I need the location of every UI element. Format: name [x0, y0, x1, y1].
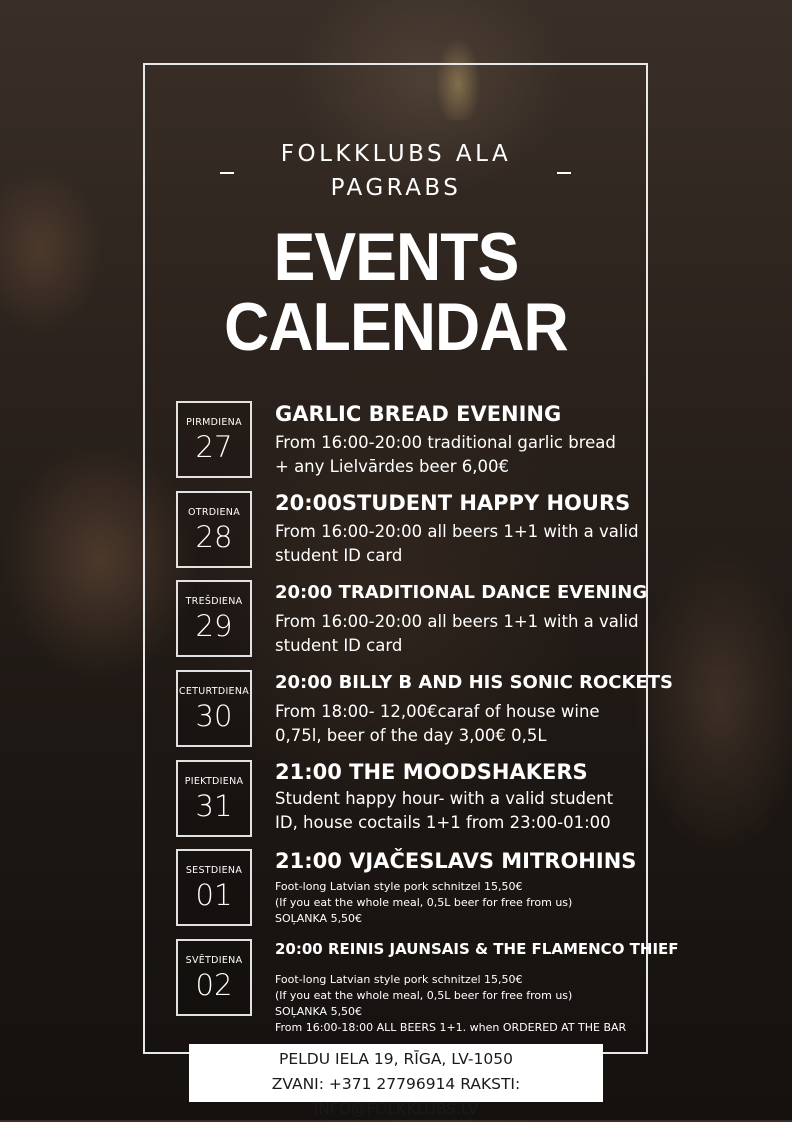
- event-description: [275, 700, 640, 748]
- event-description-line: student ID card: [275, 636, 403, 655]
- weekday-label: SESTDIENA: [185, 865, 243, 876]
- event-title: 20:00STUDENT HAPPY HOURS: [275, 491, 631, 515]
- weekday-label: CETURTDIENA: [178, 686, 250, 697]
- weekday-label: PIRMDIENA: [186, 417, 242, 428]
- event-description-line: student ID card: [275, 546, 403, 565]
- title-line-2: CALENDAR: [224, 289, 568, 365]
- event-description-line: SOĻANKA 5,50€: [275, 1005, 363, 1018]
- date-box-wednesday: [176, 580, 252, 657]
- event-title: 20:00 REINIS JAUNSAIS & THE FLAMENCO THIEF: [275, 940, 679, 958]
- event-title: 20:00 TRADITIONAL DANCE EVENING: [275, 582, 648, 603]
- event-description-line: (If you eat the whole meal, 0,5L beer for free from us): [275, 989, 573, 1002]
- contact-text: ZVANI: +371 27796914 RAKSTI: INFO@FOLKKLUBS.LV: [271, 1075, 521, 1118]
- event-description-line: Student happy hour- with a valid student: [275, 789, 614, 808]
- event-description: [275, 431, 640, 479]
- event-description: [275, 610, 640, 658]
- event-item: [275, 490, 640, 568]
- event-description-line: ID, house coctails 1+1 from 23:00-01:00: [275, 813, 611, 832]
- date-box-tuesday: [176, 491, 252, 568]
- event-item: [275, 670, 673, 748]
- event-title: 20:00 BILLY B AND HIS SONIC ROCKETS: [275, 672, 673, 693]
- date-box-monday: [176, 401, 252, 478]
- address-text: PELDU IELA 19, RĪGA, LV-1050: [279, 1050, 513, 1068]
- day-number: 02: [195, 968, 233, 1002]
- event-item: [275, 936, 679, 1036]
- event-description-line: (If you eat the whole meal, 0,5L beer for free from us): [275, 896, 573, 909]
- date-box-friday: [176, 760, 252, 837]
- event-description-line: From 16:00-20:00 traditional garlic bread: [275, 433, 616, 452]
- weekday-label: PIEKTDIENA: [184, 776, 244, 787]
- contact-footer: [189, 1044, 603, 1118]
- day-number: 30: [195, 699, 233, 733]
- event-description-line: From 16:00-20:00 all beers 1+1 with a valid: [275, 522, 639, 541]
- event-title: GARLIC BREAD EVENING: [275, 402, 562, 426]
- page-title: [216, 219, 577, 365]
- event-description-line: From 16:00-20:00 all beers 1+1 with a valid: [275, 612, 639, 631]
- event-description: [275, 879, 640, 927]
- event-description: [275, 520, 640, 568]
- day-number: 27: [195, 430, 233, 464]
- event-item: [275, 401, 640, 479]
- event-description: [275, 972, 640, 1036]
- header-dash-right: [557, 172, 571, 174]
- event-description-line: Foot-long Latvian style pork schnitzel 15,50€: [275, 973, 523, 986]
- day-number: 31: [195, 789, 233, 823]
- date-box-thursday: [176, 670, 252, 747]
- header-dash-left: [220, 172, 234, 174]
- title-line-1: EVENTS: [273, 219, 519, 295]
- event-description-line: From 16:00-18:00 ALL BEERS 1+1. when ORDERED AT THE BAR: [275, 1021, 627, 1034]
- weekday-label: SVĒTDIENA: [185, 955, 243, 966]
- event-item: [275, 848, 640, 927]
- event-description-line: 0,75l, beer of the day 3,00€ 0,5L: [275, 726, 547, 745]
- event-description-line: Foot-long Latvian style pork schnitzel 15,50€: [275, 880, 523, 893]
- date-box-saturday: [176, 849, 252, 926]
- venue-name: FOLKKLUBS ALA PAGRABS: [280, 141, 512, 201]
- date-box-sunday: [176, 939, 252, 1016]
- event-title: 21:00 THE MOODSHAKERS: [275, 760, 588, 784]
- day-number: 29: [195, 609, 233, 643]
- day-number: 01: [195, 878, 233, 912]
- weekday-label: TREŠDIENA: [185, 596, 243, 607]
- event-description-line: From 18:00- 12,00€caraf of house wine: [275, 702, 600, 721]
- event-description: [275, 787, 640, 835]
- event-description-line: SOĻANKA 5,50€: [275, 912, 363, 925]
- event-title: 21:00 VJAČESLAVS MITROHINS: [275, 849, 637, 873]
- weekday-label: OTRDIENA: [187, 507, 240, 518]
- event-description-line: + any Lielvārdes beer 6,00€: [275, 457, 510, 476]
- event-item: [275, 759, 640, 835]
- day-number: 28: [195, 520, 233, 554]
- event-item: [275, 580, 648, 658]
